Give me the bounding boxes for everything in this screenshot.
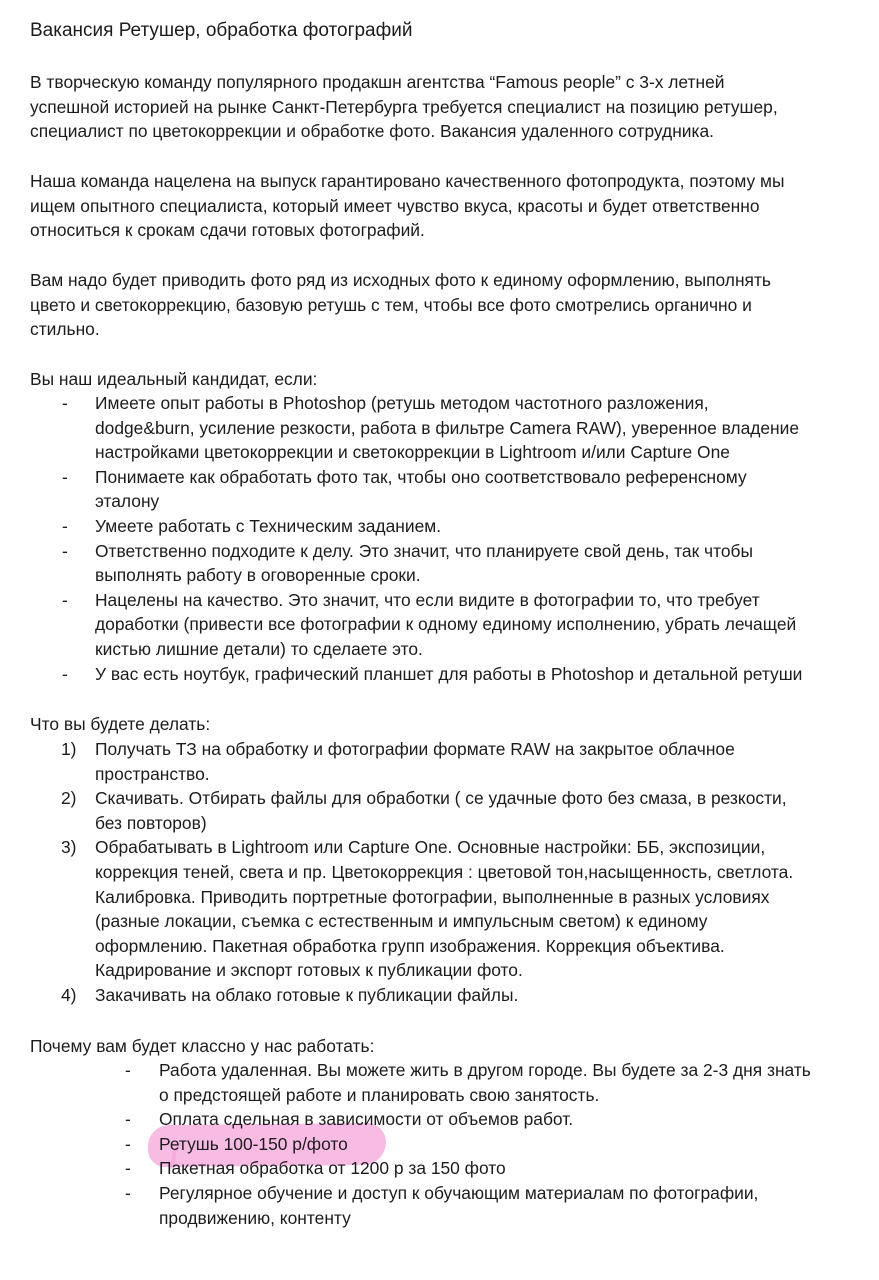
bullet-marker: - [125,1109,131,1130]
duties-intro-line: Вам надо будет приводить фото ряд из исходных фото к единому оформлению, выполнять [30,270,771,290]
bullet-marker: - [62,589,68,610]
list-item-line: настройками цветокоррекции и светокоррекции в Lightroom и/или Capture One [95,442,730,463]
number-marker: 2) [61,788,77,809]
duties-intro-line: стильно. [30,319,100,340]
list-item-line: Нацелены на качество. Это значит, что если видите в фотографии то, что требует [95,589,760,610]
list-item [62,662,803,687]
duties-intro-paragraph [30,268,850,342]
list-item-line: коррекция теней, света и пр. Цветокоррекция : цветовой тон,насыщенность, светлота. [95,861,794,882]
list-item [61,983,793,1008]
bullet-marker: - [62,515,68,536]
list-item [125,1107,811,1132]
list-item-line: о предстоящей работе и планировать свою занятость. [159,1084,600,1105]
list-item-line: выполнять работу в оговоренные сроки. [95,565,421,586]
list-item-line: Ответственно подходите к делу. Это значит, что планируете свой день, так чтобы [95,540,754,561]
list-item-line: Работа удаленная. Вы можете жить в другом городе. Вы будете за 2-3 дня знать [159,1060,811,1080]
list-item-line: У вас есть ноутбук, графический планшет для работы в Photoshop и детальной ретуши [95,663,803,684]
requirements-list [62,391,803,686]
list-item-line: Получать ТЗ на обработку и фотографии формате RAW на закрытое облачное [95,739,735,759]
list-item [61,737,793,786]
list-item [62,539,802,588]
list-item-line: оформлению. Пакетная обработка групп изображения. Коррекция объектива. [95,935,725,956]
list-item [61,835,794,983]
bullet-marker: - [125,1060,131,1080]
bullet-marker: - [62,466,68,487]
list-item-line: пространство. [95,763,210,784]
bullet-marker: - [125,1158,131,1179]
list-item-line: Имеете опыт работы в Photoshop (ретушь методом частотного разложения, [95,393,709,413]
list-item [62,514,802,539]
benefits-heading: Почему вам будет классно у нас работать: [30,1036,375,1056]
benefits-list [125,1058,811,1230]
document-title: Вакансия Ретушер, обработка фотографий [30,20,413,41]
team-line: относиться к срокам сдачи готовых фотографий. [30,220,425,241]
list-item-line: Регулярное обучение и доступ к обучающим материалам по фотографии, [159,1182,759,1203]
intro-line: В творческую команду популярного продакшн агентства “Famous people” с 3-х летней [30,72,725,92]
list-item-line: Калибровка. Приводить портретные фотографии, выполненные в разных условиях [95,886,770,907]
list-item [125,1156,811,1181]
list-item [62,391,802,465]
list-item-line: эталону [95,491,160,512]
list-item [125,1058,811,1107]
list-item-line: Закачивать на облако готовые к публикации файлы. [95,984,519,1005]
number-marker: 4) [61,984,77,1005]
team-paragraph [30,169,850,243]
list-item [62,588,802,662]
team-line: Наша команда нацелена на выпуск гарантировано качественного фотопродукта, поэтому мы [30,171,785,191]
list-item-line: Понимаете как обработать фото так, чтобы оно соответствовало референсному [95,466,747,487]
list-item-line: Кадрирование и экспорт готовых к публикации фото. [95,960,523,981]
requirements-heading: Вы наш идеальный кандидат, если: [30,369,318,389]
list-item-line: доработки (привести все фотографии к одному единому исполнению, убрать лечащей [95,614,797,635]
list-item [125,1181,811,1230]
bullet-marker: - [125,1182,131,1203]
number-marker: 1) [61,739,77,759]
list-item-highlighted [125,1132,811,1157]
list-item-line: (разные локации, съемка с естественным и импульсным светом) к единому [95,911,708,932]
list-item-line: без повторов) [95,812,207,833]
list-item-line: Пакетная обработка от 1200 р за 150 фото [159,1158,506,1179]
bullet-marker: - [62,663,68,684]
team-line: ищем опытного специалиста, который имеет чувство вкуса, красоты и будет ответственно [30,195,760,216]
list-item-line: Обрабатывать в Lightroom или Capture One. Основные настройки: ББ, экспозиции, [95,837,766,858]
list-item [61,786,793,835]
intro-paragraph [30,70,850,144]
intro-line: специалист по цветокоррекции и обработке фото. Вакансия удаленного сотрудника. [30,121,715,142]
tasks-list [61,737,794,1008]
list-item-line: Умеете работать с Техническим заданием. [95,515,442,536]
list-item-line: dodge&burn, усиление резкости, работа в фильтре Camera RAW), уверенное владение [95,417,800,438]
tasks-heading: Что вы будете делать: [30,714,211,734]
list-item-line: кистью лишние детали) то сделаете это. [95,638,423,659]
number-marker: 3) [61,837,77,858]
list-item-line: Скачивать. Отбирать файлы для обработки ( се удачные фото без смаза, в резкости, [95,788,787,809]
intro-line: успешной историей на рынке Санкт-Петербурга требуется специалист на позицию ретушер, [30,96,778,117]
list-item-line: продвижению, контенту [159,1207,351,1228]
bullet-marker: - [62,393,68,413]
list-item-line: Оплата сдельная в зависимости от объемов работ. [159,1109,574,1130]
list-item [62,465,802,514]
duties-intro-line: цвето и светокоррекцию, базовую ретушь с тем, чтобы все фото смотрелись органично и [30,294,752,315]
list-item-line: Ретушь 100-150 р/фото [159,1133,348,1154]
bullet-marker: - [125,1133,131,1154]
bullet-marker: - [62,540,68,561]
